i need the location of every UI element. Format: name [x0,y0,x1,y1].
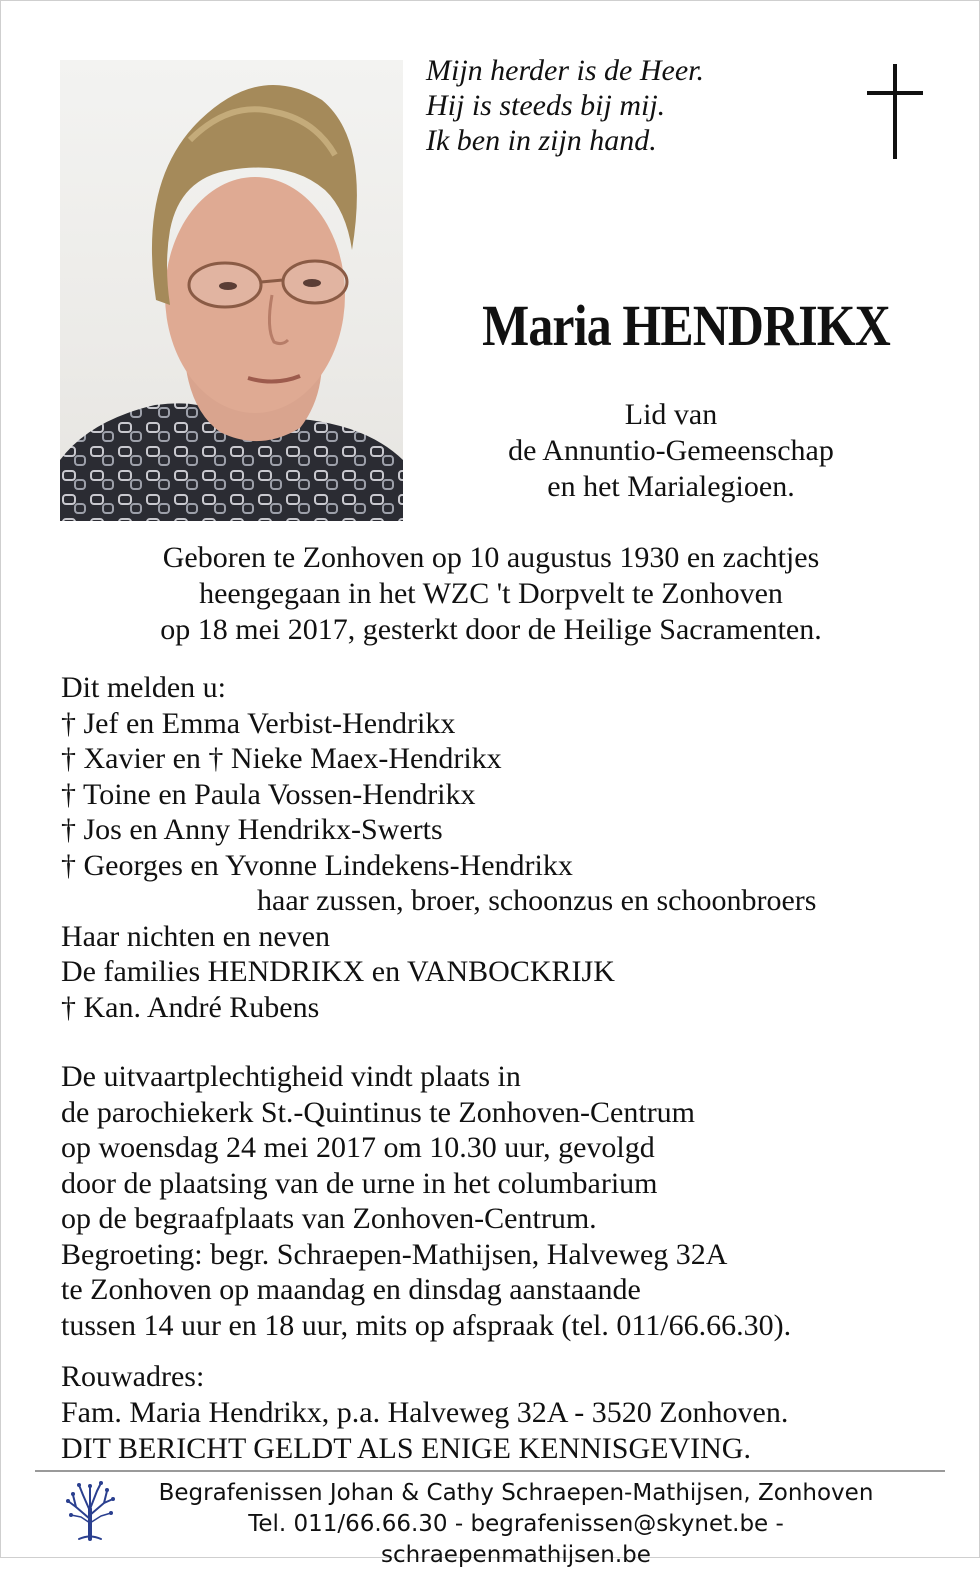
birth-death-info [41,540,941,648]
birth-line: op 18 mei 2017, gesterkt door de Heilige Sacramenten. [160,613,822,646]
ceremony-line: op de begraafplaats van Zonhoven-Centrum. [61,1202,597,1235]
tree-logo-icon [61,1479,119,1541]
birth-line: Geboren te Zonhoven op 10 augustus 1930 en zachtjes [162,541,820,574]
mourner-line: † Xavier en † Nieke Maex-Hendrikx [61,742,502,775]
ceremony-line: De uitvaartplechtigheid vindt plaats in [61,1060,521,1093]
mourner-line: † Jef en Emma Verbist-Hendrikx [61,706,456,740]
mourner-other: † Kan. André Rubens [61,990,320,1024]
mourner-other: Haar nichten en neven [61,919,331,953]
portrait-photo [60,60,403,521]
address-label: Rouwadres: [61,1360,205,1393]
portrait-illustration [60,60,403,521]
ceremony-info [61,1059,791,1343]
verse-line: Mijn herder is de Heer. [426,54,704,87]
ceremony-line: te Zonhoven op maandag en dinsdag aanstaande [61,1273,641,1306]
footer [121,1478,911,1571]
verse-line: Ik ben in zijn hand. [426,124,657,157]
verse [426,53,704,158]
ceremony-line: op woensdag 24 mei 2017 om 10.30 uur, gevolgd [61,1131,655,1164]
mourners-intro: Dit melden u: [61,671,226,704]
ceremony-line: door de plaatsing van de urne in het columbarium [61,1166,658,1200]
mourner-line: † Georges en Yvonne Lindekens-Hendrikx [61,848,573,882]
notice-text: DIT BERICHT GELDT ALS ENIGE KENNISGEVING. [61,1432,751,1465]
membership-line: en het Marialegioen. [547,470,795,503]
mourners-relation: haar zussen, broer, schoonzus en schoonbroers [257,884,817,917]
ceremony-line: Begroeting: begr. Schraepen-Mathijsen, Halveweg 32A [61,1237,728,1271]
mourner-other: De families HENDRIKX en VANBOCKRIJK [61,955,615,988]
membership-line: Lid van [624,398,718,431]
mourner-line: † Toine en Paula Vossen-Hendrikx [61,777,476,811]
mourning-address [61,1359,788,1467]
funeral-company: Begrafenissen Johan & Cathy Schraepen-Mathijsen, Zonhoven [158,1480,874,1506]
ceremony-line: de parochiekerk St.-Quintinus te Zonhoven-Centrum [61,1095,696,1129]
mourners-list [61,670,816,1025]
address-line: Fam. Maria Hendrikx, p.a. Halveweg 32A - 3520 Zonhoven. [61,1396,789,1429]
ceremony-line: tussen 14 uur en 18 uur, mits op afspraak (tel. 011/66.66.30). [61,1308,792,1342]
mourner-line: † Jos en Anny Hendrikx-Swerts [61,813,443,846]
footer-divider [35,1470,945,1472]
membership-line: de Annuntio-Gemeenschap [508,434,834,467]
funeral-contact: Tel. 011/66.66.30 - begrafenissen@skynet.be - schraepenmathijsen.be [248,1511,784,1568]
membership [441,397,901,505]
verse-line: Hij is steeds bij mij. [426,89,666,122]
birth-line: heengegaan in het WZC 't Dorpvelt te Zonhoven [199,577,783,610]
deceased-name: Maria HENDRIKX [482,293,890,358]
cross-icon [867,64,923,159]
